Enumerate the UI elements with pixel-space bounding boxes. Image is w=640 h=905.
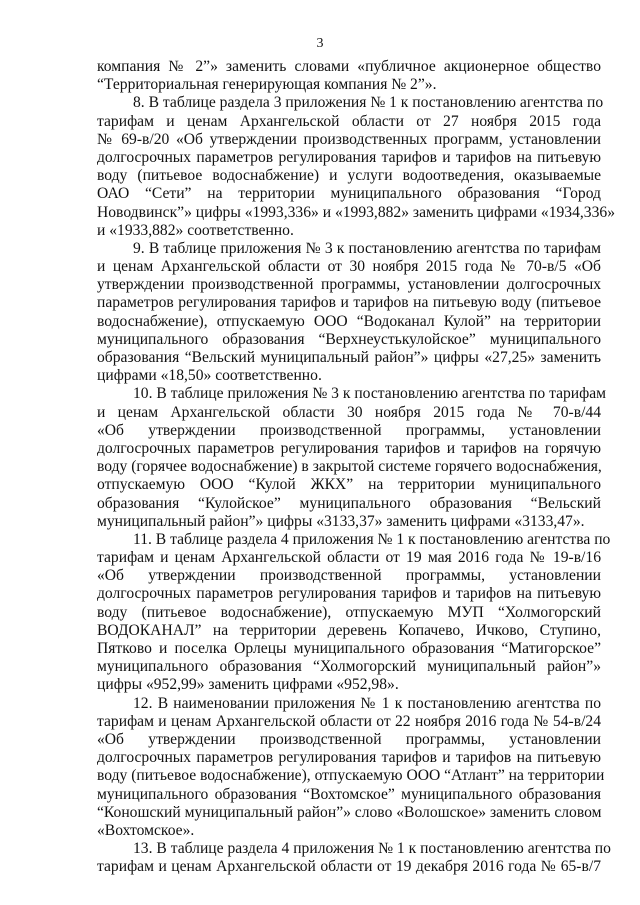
- text-line: и ценам Архангельской области от 30 ноября 2015 года № 70-в/5 «Об: [97, 258, 601, 276]
- paragraph: [97, 694, 605, 841]
- text-line: долгосрочных параметров регулирования тарифов и тарифов на питьевую: [97, 749, 601, 767]
- text-line: № 69-в/20 «Об утверждении производственных программ, установлении: [97, 130, 601, 148]
- text-line: водоснабжение), отпускаемую ООО “Водоканал Кулой” на территории: [97, 312, 601, 330]
- text-line: 10. В таблице приложения № 3 к постановлению агентства по тарифам: [133, 385, 607, 403]
- text-line: воду (питьевое водоснабжение), отпускаемую МУП “Холмогорский: [97, 603, 601, 621]
- text-line: образования “Кулойское” муниципального образования “Вельский: [97, 494, 601, 512]
- text-line: утверждении производственной программы, установлении долгосрочных: [97, 276, 601, 294]
- text-line: ОАО “Сети” на территории муниципального образования “Город: [97, 185, 601, 203]
- text-line: муниципальный район”» цифры «3133,37» заменить цифрами «3133,47».: [97, 512, 585, 530]
- text-line: Пятково и поселка Орлецы муниципального образования “Матигорское”: [97, 640, 601, 657]
- text-line: муниципального образования “Холмогорский муниципальный район”»: [97, 658, 601, 676]
- text-line: «Об утверждении производственной программы, установлении: [97, 421, 601, 439]
- text-line: воду (питьевое водоснабжение) и услуги водоотведения, оказываемые: [97, 167, 601, 185]
- text-line: компания № 2”» заменить словами «публичное акционерное общество: [97, 58, 601, 75]
- text-line: образования “Вельский муниципальный район”» цифры «27,25» заменить: [97, 349, 601, 366]
- text-line: Новодвинск”» цифры «1993,336» и «1993,882» заменить цифрами «1934,336»: [97, 203, 615, 221]
- text-line: 13. В таблице раздела 4 приложения № 1 к постановлению агентства по: [133, 840, 611, 858]
- paragraph: [97, 530, 611, 695]
- text-line: 11. В таблице раздела 4 приложения № 1 к постановлению агентства по: [133, 530, 611, 548]
- text-line: “Территориальная генерирующая компания № 2”».: [97, 76, 437, 94]
- text-line: 9. В таблице приложения № 3 к постановлению агентства по тарифам: [133, 239, 601, 257]
- paragraph: [97, 840, 611, 876]
- paragraph: [97, 385, 607, 531]
- text-line: цифрами «18,50» соответственно.: [97, 367, 322, 385]
- paragraph: [97, 58, 601, 94]
- text-line: «Об утверждении производственной программы, установлении: [97, 567, 601, 585]
- page-number: 3: [316, 36, 324, 51]
- text-line: долгосрочных параметров регулирования тарифов и тарифов на питьевую: [97, 585, 601, 603]
- text-line: тарифам и ценам Архангельской области от 19 декабря 2016 года № 65-в/7: [97, 858, 601, 876]
- text-line: тарифам и ценам Архангельской области от 19 мая 2016 года № 19-в/16: [97, 549, 601, 567]
- text-line: «Вохтомское».: [97, 821, 195, 839]
- text-line: и «1933,882» соответственно.: [97, 221, 294, 239]
- text-line: 12. В наименовании приложения № 1 к постановлению агентства по: [133, 694, 601, 712]
- text-line: ВОДОКАНАЛ” на территории деревень Копачево, Ичково, Ступино,: [97, 621, 601, 639]
- text-line: «Об утверждении производственной программы, установлении: [97, 730, 601, 748]
- text-line: долгосрочных параметров регулирования тарифов и тарифов на питьевую: [97, 148, 601, 166]
- text-line: долгосрочных параметров регулирования тарифов и тарифов на горячую: [97, 439, 601, 457]
- paragraph: [97, 94, 615, 240]
- text-line: “Коношский муниципальный район”» слово «Волошское» заменить словом: [97, 803, 602, 821]
- paragraph: [97, 240, 601, 386]
- text-line: муниципального образования “Верхнеустькулойское” муниципального: [97, 330, 601, 348]
- text-line: и ценам Архангельской области 30 ноября 2015 года № 70-в/44: [97, 403, 601, 421]
- text-line: тарифам и ценам Архангельской области от 22 ноября 2016 года № 54-в/24: [97, 712, 601, 730]
- text-line: воду (питьевое водоснабжение), отпускаемую ООО “Атлант” на территории: [97, 767, 605, 785]
- text-line: тарифам и ценам Архангельской области от 27 ноября 2015 года: [97, 112, 601, 130]
- text-line: параметров регулирования тарифов и тарифов на питьевую воду (питьевое: [97, 294, 601, 312]
- text-line: 8. В таблице раздела 3 приложения № 1 к постановлению агентства по: [133, 94, 604, 112]
- body-text: [97, 58, 615, 876]
- text-line: цифры «952,99» заменить цифрами «952,98».: [97, 676, 399, 694]
- text-line: муниципального образования “Вохтомское” муниципального образования: [97, 785, 601, 803]
- text-line: воду (горячее водоснабжение) в закрытой системе горячего водоснабжения,: [97, 458, 602, 476]
- text-line: отпускаемую ООО “Кулой ЖКХ” на территории муниципального: [97, 476, 601, 494]
